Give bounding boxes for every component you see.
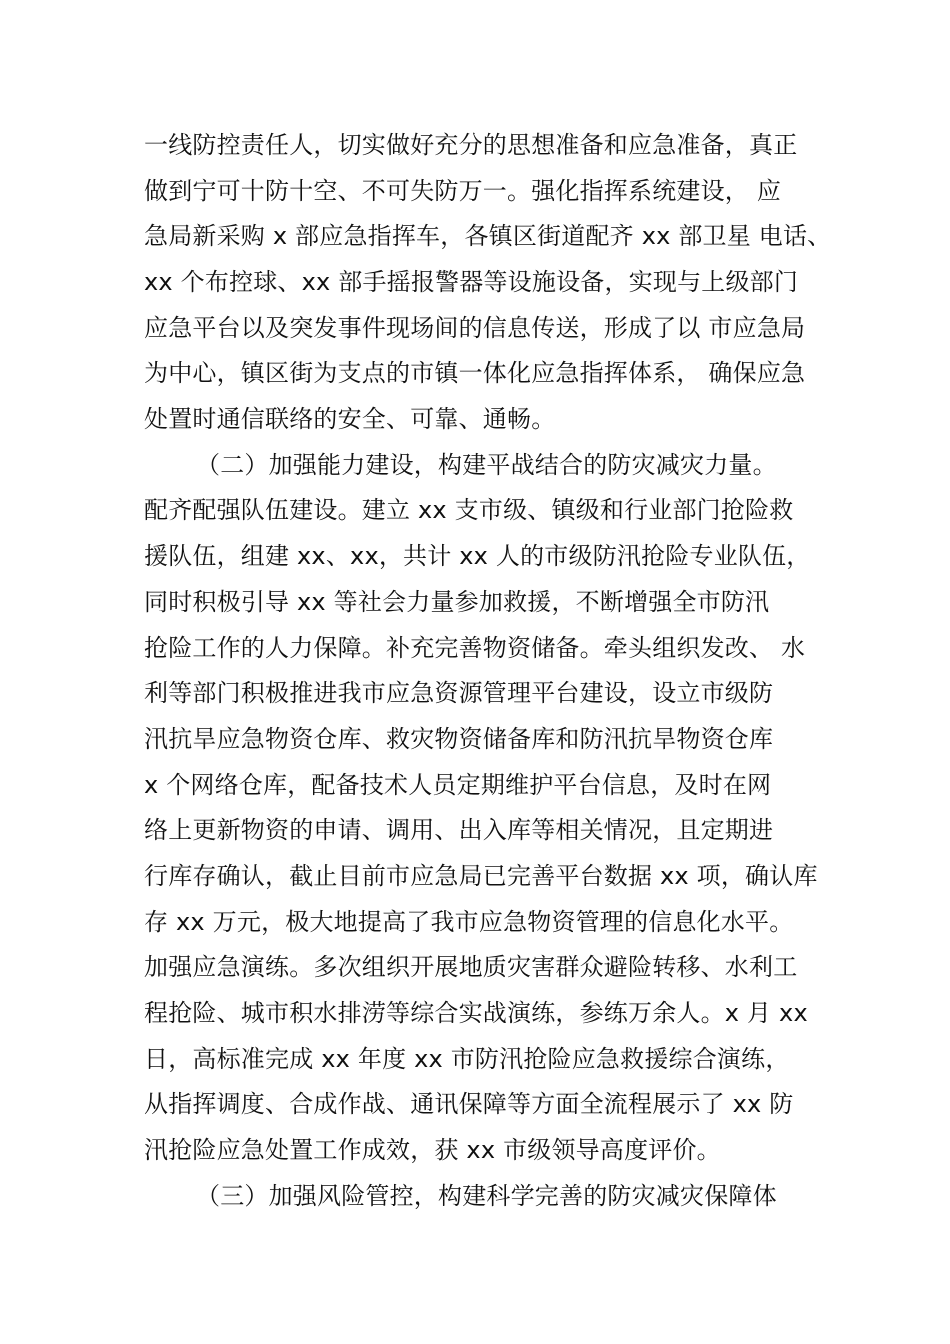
section-heading: （二）加强能力建设，构建平战结合的防灾减灾力量。 <box>196 451 777 479</box>
text-line: 急局新采购 x 部应急指挥车，各镇区街道配齐 xx 部卫星 电话、 <box>144 222 832 250</box>
text-line: 日，高标准完成 xx 年度 xx 市防汛抢险应急救援综合演练， <box>144 1045 790 1073</box>
text-line: 抢险工作的人力保障。补充完善物资储备。牵头组织发改、 水 <box>144 634 806 662</box>
text-line: xx 个布控球、xx 部手摇报警器等设施设备，实现与上级部门 <box>144 268 799 296</box>
section-heading: （三）加强风险管控，构建科学完善的防灾减灾保障体 <box>196 1182 777 1210</box>
text-line: 处置时通信联络的安全、可靠、通畅。 <box>144 405 556 433</box>
text-line: 从指挥调度、合成作战、通讯保障等方面全流程展示了 xx 防 <box>144 1090 794 1118</box>
text-line: 一线防控责任人，切实做好充分的思想准备和应急准备，真正 <box>144 131 798 159</box>
text-line: 存 xx 万元，极大地提高了我市应急物资管理的信息化水平。 <box>144 908 794 936</box>
text-line: 行库存确认，截止目前市应急局已完善平台数据 xx 项，确认库 <box>144 862 818 890</box>
text-line: x 个网络仓库，配备技术人员定期维护平台信息，及时在网 <box>144 771 772 799</box>
text-line: 为中心，镇区街为支点的市镇一体化应急指挥体系， 确保应急 <box>144 359 806 387</box>
text-line: 络上更新物资的申请、调用、出入库等相关情况，且定期进 <box>144 816 774 844</box>
text-line: 汛抢险应急处置工作成效，获 xx 市级领导高度评价。 <box>144 1136 721 1164</box>
text-line: 做到宁可十防十空、不可失防万一。强化指挥系统建设， 应 <box>144 177 782 205</box>
text-line: 同时积极引导 xx 等社会力量参加救援，不断增强全市防汛 <box>144 588 770 616</box>
text-line: 利等部门积极推进我市应急资源管理平台建设，设立市级防 <box>144 679 774 707</box>
text-line: 加强应急演练。多次组织开展地质灾害群众避险转移、水利工 <box>144 953 798 981</box>
text-line: 应急平台以及突发事件现场间的信息传送，形成了以 市应急局 <box>144 314 806 342</box>
text-line: 程抢险、城市积水排涝等综合实战演练，参练万余人。x 月 xx <box>144 999 808 1027</box>
text-line: 配齐配强队伍建设。建立 xx 支市级、镇级和行业部门抢险救 <box>144 496 794 524</box>
text-line: 援队伍，组建 xx、xx，共计 xx 人的市级防汛抢险专业队伍， <box>144 542 811 570</box>
text-line: 汛抗旱应急物资仓库、救灾物资储备库和防汛抗旱物资仓库 <box>144 725 774 753</box>
